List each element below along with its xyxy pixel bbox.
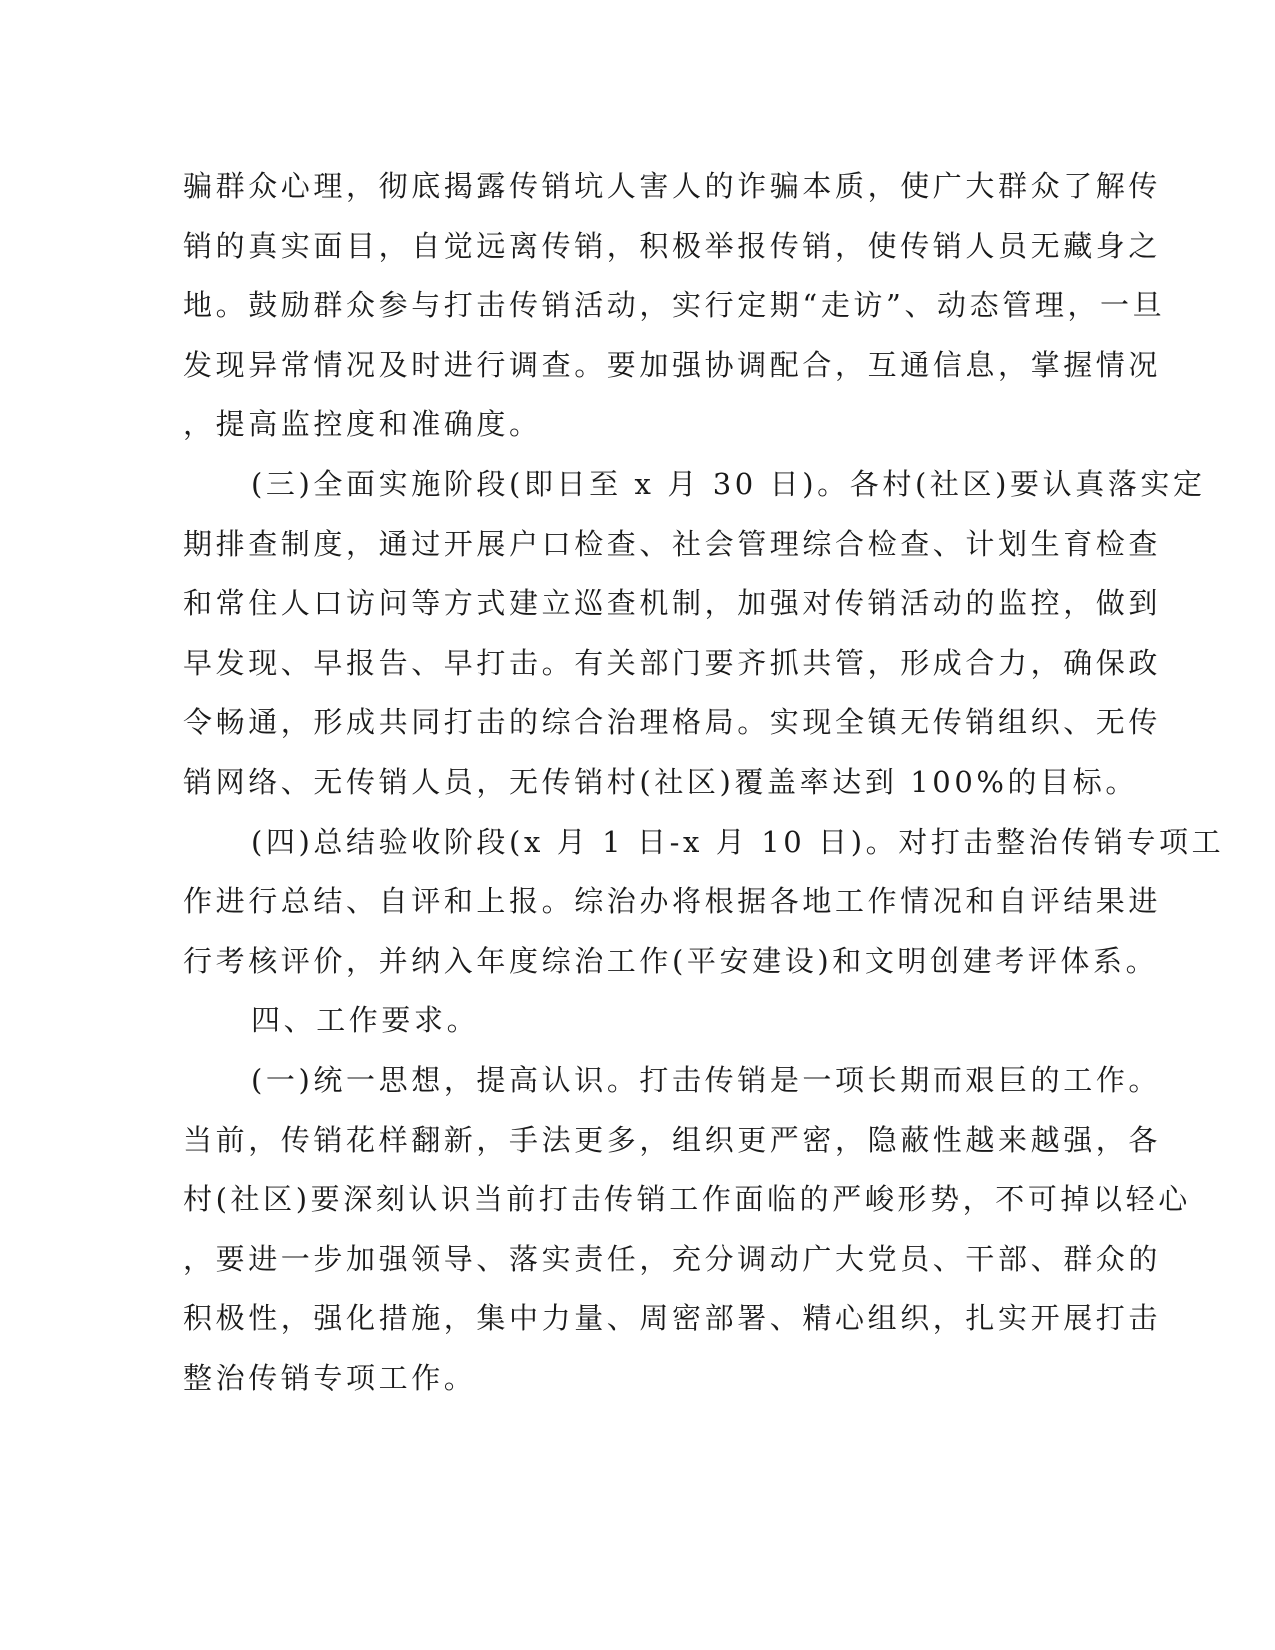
text-line: 当前，传销花样翻新，手法更多，组织更严密，隐蔽性越来越强，各 bbox=[183, 1122, 1162, 1157]
text-line: 积极性，强化措施，集中力量、周密部署、精心组织，扎实开展打击 bbox=[183, 1301, 1162, 1336]
text-line: ，提高监控度和准确度。 bbox=[183, 407, 542, 442]
text-line: 销的真实面目，自觉远离传销，积极举报传销，使传销人员无藏身之 bbox=[183, 228, 1162, 263]
text-line: 令畅通，形成共同打击的综合治理格局。实现全镇无传销组织、无传 bbox=[183, 705, 1162, 740]
text-line: 发现异常情况及时进行调查。要加强协调配合，互通信息，掌握情况 bbox=[183, 347, 1162, 382]
text-line: 早发现、早报告、早打击。有关部门要齐抓共管，形成合力，确保政 bbox=[183, 645, 1162, 680]
text-line: 整治传销专项工作。 bbox=[183, 1360, 477, 1395]
text-line: 期排查制度，通过开展户口检查、社会管理综合检查、计划生育检查 bbox=[183, 526, 1162, 561]
paragraph-start-line: (四)总结验收阶段(x 月 1 日-x 月 10 日)。对打击整治传销专项工 bbox=[251, 824, 1225, 859]
text-line: 作进行总结、自评和上报。综治办将根据各地工作情况和自评结果进 bbox=[183, 884, 1162, 919]
document-body bbox=[183, 157, 1225, 1408]
paragraph-start-line: (三)全面实施阶段(即日至 x 月 30 日)。各村(社区)要认真落实定 bbox=[251, 466, 1206, 501]
paragraph-start-line: (一)统一思想，提高认识。打击传销是一项长期而艰巨的工作。 bbox=[251, 1062, 1162, 1097]
text-line: 行考核评价，并纳入年度综治工作(平安建设)和文明创建考评体系。 bbox=[183, 943, 1159, 978]
text-line: 销网络、无传销人员，无传销村(社区)覆盖率达到 100%的目标。 bbox=[183, 764, 1138, 799]
text-line: 和常住人口访问等方式建立巡查机制，加强对传销活动的监控，做到 bbox=[183, 586, 1162, 621]
text-line: 骗群众心理，彻底揭露传销坑人害人的诈骗本质，使广大群众了解传 bbox=[183, 169, 1162, 203]
text-line: ，要进一步加强领导、落实责任，充分调动广大党员、干部、群众的 bbox=[183, 1241, 1162, 1276]
text-line: 村(社区)要深刻认识当前打击传销工作面临的严峻形势，不可掉以轻心 bbox=[183, 1182, 1191, 1217]
text-line: 地。鼓励群众参与打击传销活动，实行定期“走访”、动态管理，一旦 bbox=[183, 288, 1166, 323]
section-heading: 四、工作要求。 bbox=[251, 1003, 480, 1038]
